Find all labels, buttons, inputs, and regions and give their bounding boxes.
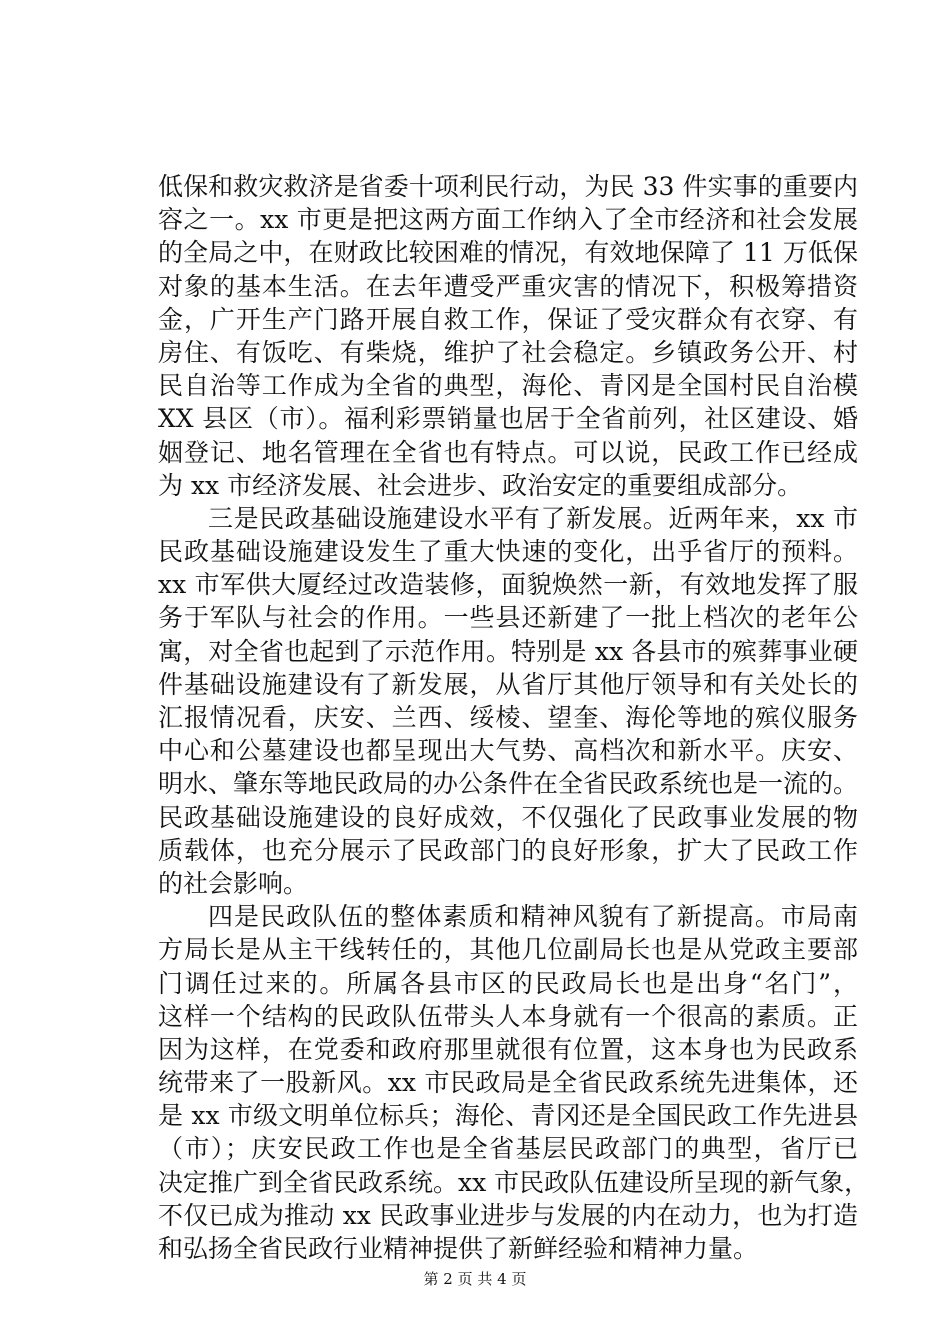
text-line: 明水、肇东等地民政局的办公条件在全省民政系统也是一流的。 <box>158 769 859 799</box>
text-line: 房住、有饭吃、有柴烧，维护了社会稳定。乡镇政务公开、村 <box>158 337 858 367</box>
text-line: 这样一个结构的民政队伍带头人本身就有一个很高的素质。正 <box>158 1001 858 1031</box>
text-line: （市）；庆安民政工作也是全省基层民政部门的典型，省厅已 <box>158 1134 858 1164</box>
text-line: 的全局之中，在财政比较困难的情况，有效地保障了 11 万低保 <box>158 238 858 268</box>
text-line: 容之一。xx 市更是把这两方面工作纳入了全市经济和社会发展 <box>158 205 858 235</box>
text-line: 金，广开生产门路开展自救工作，保证了受灾群众有衣穿、有 <box>158 304 858 334</box>
text-line: 因为这样，在党委和政府那里就很有位置，这本身也为民政系 <box>158 1034 858 1064</box>
text-line: 民自治等工作成为全省的典型，海伦、青冈是全国村民自治模 <box>158 371 858 401</box>
text-line: 方局长是从主干线转任的，其他几位副局长也是从党政主要部 <box>158 935 858 965</box>
text-line: 质载体，也充分展示了民政部门的良好形象，扩大了民政工作 <box>158 835 858 865</box>
paragraph <box>158 900 870 1265</box>
text-line: 件基础设施建设有了新发展，从省厅其他厅领导和有关处长的 <box>158 669 858 699</box>
text-line: 三是民政基础设施建设水平有了新发展。近两年来，xx 市 <box>208 503 858 533</box>
text-line: 的社会影响。 <box>158 868 309 898</box>
text-line: 四是民政队伍的整体素质和精神风貌有了新提高。市局南 <box>208 902 858 932</box>
text-line: 姻登记、地名管理在全省也有特点。可以说，民政工作已经成 <box>158 437 858 467</box>
text-line: XX 县区（市）。福利彩票销量也居于全省前列，社区建设、婚 <box>158 404 858 434</box>
page-number: 第 2 页 共 4 页 <box>423 1270 527 1288</box>
text-line: 门调任过来的。所属各县市区的民政局长也是出身“名门”， <box>158 968 858 998</box>
text-line: 对象的基本生活。在去年遭受严重灾害的情况下，积极筹措资 <box>158 271 858 301</box>
text-line: 是 xx 市级文明单位标兵；海伦、青冈还是全国民政工作先进县 <box>158 1101 858 1131</box>
text-line: 务于军队与社会的作用。一些县还新建了一批上档次的老年公 <box>158 603 858 633</box>
document-body <box>158 170 870 1265</box>
paragraph <box>158 502 858 900</box>
text-line: 决定推广到全省民政系统。xx 市民政队伍建设所呈现的新气象， <box>158 1167 870 1197</box>
text-line: 和弘扬全省民政行业精神提供了新鲜经验和精神力量。 <box>158 1234 759 1263</box>
text-line: 中心和公墓建设也都呈现出大气势、高档次和新水平。庆安、 <box>158 736 858 766</box>
paragraph <box>158 170 858 502</box>
text-line: 寓，对全省也起到了示范作用。特别是 xx 各县市的殡葬事业硬 <box>158 636 858 666</box>
text-line: 汇报情况看，庆安、兰西、绥棱、望奎、海伦等地的殡仪服务 <box>158 703 858 732</box>
page-footer <box>0 1268 950 1289</box>
text-line: 民政基础设施建设的良好成效，不仅强化了民政事业发展的物 <box>158 802 858 832</box>
text-line: xx 市军供大厦经过改造装修，面貌焕然一新，有效地发挥了服 <box>158 570 858 600</box>
text-line: 不仅已成为推动 xx 民政事业进步与发展的内在动力，也为打造 <box>158 1200 858 1230</box>
text-line: 为 xx 市经济发展、社会进步、政治安定的重要组成部分。 <box>158 470 803 500</box>
text-line: 民政基础设施建设发生了重大快速的变化，出乎省厅的预料。 <box>158 537 858 567</box>
text-line: 低保和救灾救济是省委十项利民行动，为民 33 件实事的重要内 <box>158 172 858 201</box>
text-line: 统带来了一股新风。xx 市民政局是全省民政系统先进集体，还 <box>158 1068 858 1098</box>
